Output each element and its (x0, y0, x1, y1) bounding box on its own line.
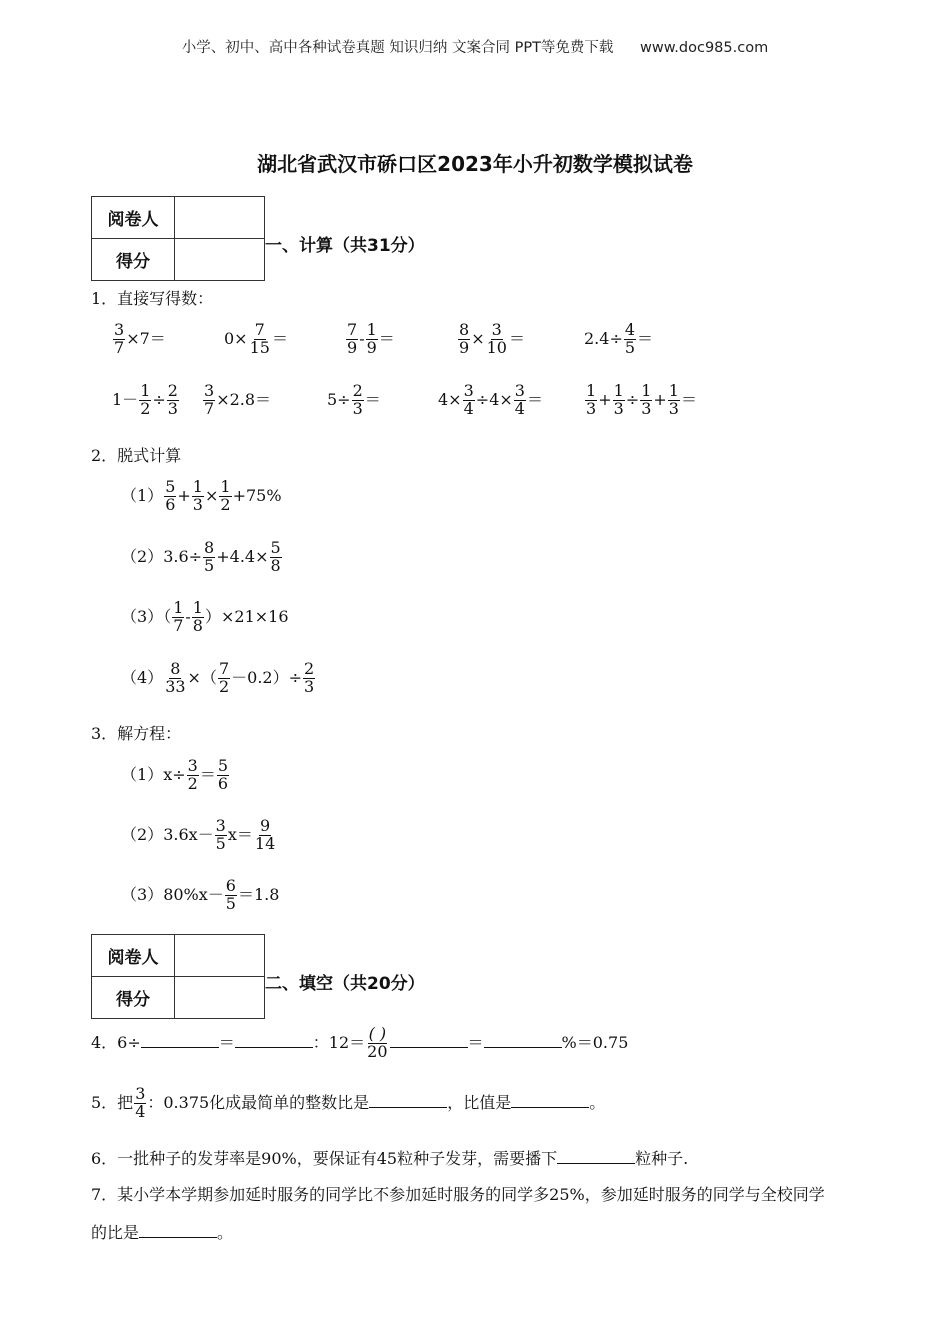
section-heading-2: 二、填空（共20分） (265, 974, 425, 994)
reviewer-label: 阅卷人 (92, 935, 175, 977)
question-5: 5．把 $\frac{3}{4}$ ：0.375化成最简单的整数比是 ，比值是 。 (91, 1084, 606, 1121)
q2-item-4: （4） $\frac{8}{33}$ ×（ $\frac{7}{2}$ －0.2）÷ $\frac{2}{3}$ (121, 659, 315, 696)
answer-blank[interactable] (484, 1031, 562, 1048)
score-table-2 (91, 934, 265, 1019)
q1-item-9: 4× $\frac{3}{4}$ ÷4× $\frac{3}{4}$ ＝ (438, 381, 543, 418)
q2-item-3: （3）（ $\frac{1}{7}$ - $\frac{1}{8}$ ）×21×16 (121, 598, 289, 635)
question-4: 4．6÷ ＝ ：12＝ $\frac{( )}{20}$ ＝ %＝0.75 (91, 1024, 629, 1061)
q3-item-1: （1）x÷ $\frac{3}{2}$ ＝ $\frac{5}{6}$ (121, 756, 229, 793)
answer-blank[interactable] (511, 1091, 589, 1108)
q1-item-8: 5÷ $\frac{2}{3}$ ＝ (327, 381, 381, 418)
reviewer-cell[interactable] (175, 935, 265, 977)
question-7-line-2: 的比是 。 (91, 1223, 234, 1242)
q1-item-2: 0× $\frac{7}{15}$ ＝ (224, 320, 288, 357)
answer-blank[interactable] (557, 1147, 635, 1164)
question-2-label: 2．脱式计算 (91, 446, 182, 465)
q3-item-2: （2）3.6x－ $\frac{3}{5}$ x＝ $\frac{9}{14}$ (121, 816, 276, 853)
q2-item-2: （2）3.6÷ $\frac{8}{5}$ +4.4× $\frac{5}{8}$ (121, 538, 281, 575)
reviewer-cell[interactable] (175, 197, 265, 239)
question-7-line-1: 7．某小学本学期参加延时服务的同学比不参加延时服务的同学多25%，参加延时服务的同学与全校同学 (91, 1185, 825, 1204)
page-header (0, 36, 950, 57)
q2-item-1: （1） $\frac{5}{6}$ + $\frac{1}{3}$ × $\frac{1}{2}$ +75% (121, 477, 282, 514)
reviewer-label: 阅卷人 (92, 197, 175, 239)
answer-blank[interactable] (235, 1031, 313, 1048)
header-url[interactable]: www.doc985.com (640, 40, 769, 56)
score-label: 得分 (92, 239, 175, 281)
q1-item-1: $\frac{3}{7}$ ×7＝ (114, 320, 166, 357)
answer-blank[interactable] (141, 1031, 219, 1048)
answer-blank[interactable] (139, 1221, 217, 1238)
q1-item-4: $\frac{8}{9}$ × $\frac{3}{10}$ ＝ (459, 320, 525, 357)
question-3-label: 3．解方程： (91, 724, 182, 743)
answer-blank[interactable] (390, 1031, 468, 1048)
score-cell[interactable] (175, 977, 265, 1019)
score-table-1 (91, 196, 265, 281)
score-cell[interactable] (175, 239, 265, 281)
q1-item-10: $\frac{1}{3}$ + $\frac{1}{3}$ ÷ $\frac{1}{3}$ + $\frac{1}{3}$ ＝ (586, 381, 697, 418)
q1-item-3: $\frac{7}{9}$ - $\frac{1}{9}$ ＝ (347, 320, 395, 357)
section-heading-1: 一、计算（共31分） (265, 236, 425, 256)
question-6: 6．一批种子的发芽率是90%，要保证有45粒种子发芽，需要播下 粒种子. (91, 1149, 689, 1168)
answer-blank[interactable] (369, 1091, 447, 1108)
q1-item-5: 2.4÷ $\frac{4}{5}$ ＝ (584, 320, 654, 357)
exam-title: 湖北省武汉市硚口区2023年小升初数学模拟试卷 (257, 152, 693, 176)
q3-item-3: （3）80%x－ $\frac{6}{5}$ ＝1.8 (121, 876, 280, 913)
question-1-label: 1．直接写得数： (91, 289, 214, 308)
header-text: 小学、初中、高中各种试卷真题 知识归纳 文案合同 PPT等免费下载 (181, 40, 614, 56)
q1-item-6: 1－ $\frac{1}{2}$ ÷ $\frac{2}{3}$ (112, 381, 178, 418)
score-label: 得分 (92, 977, 175, 1019)
q1-item-7: $\frac{3}{7}$ ×2.8＝ (204, 381, 272, 418)
